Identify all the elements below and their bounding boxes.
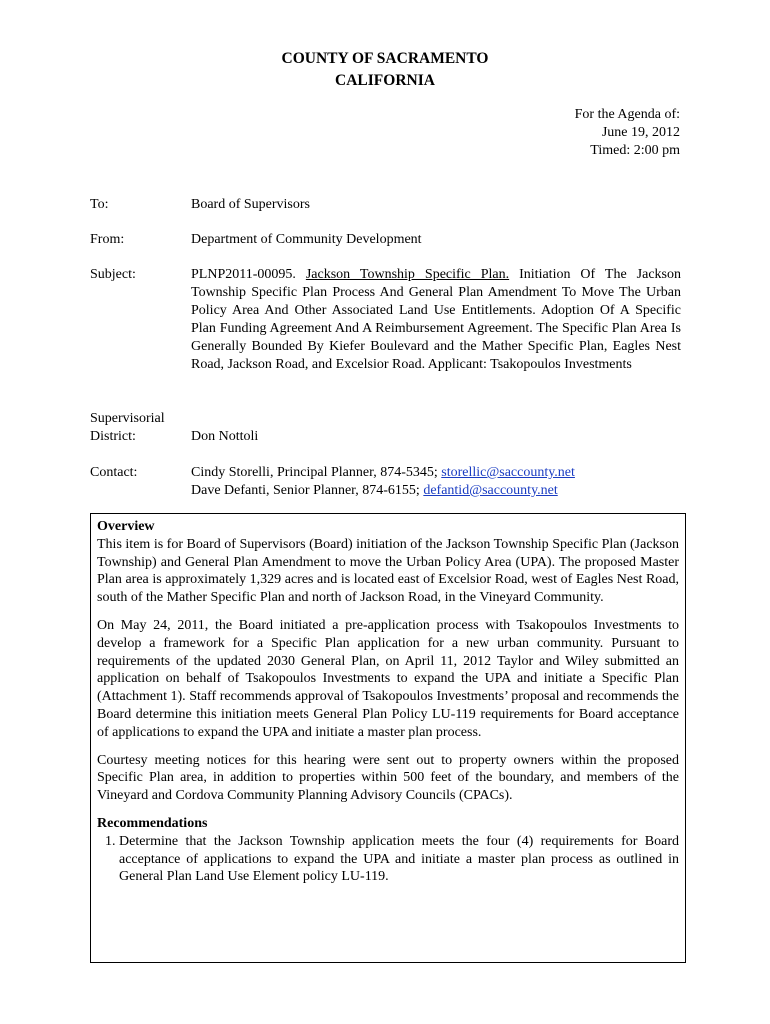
from-label: From: xyxy=(90,232,125,247)
recommendations-heading: Recommendations xyxy=(97,815,208,831)
contact-label: Contact: xyxy=(90,465,138,480)
district-label-line2: District: xyxy=(90,429,136,444)
district-label-line1: Supervisorial xyxy=(90,411,165,426)
to-value: Board of Supervisors xyxy=(191,197,310,212)
agenda-time: Timed: 2:00 pm xyxy=(590,143,680,158)
subject-title: Jackson Township Specific Plan. xyxy=(305,267,510,282)
subject-label: Subject: xyxy=(90,267,136,282)
to-label: To: xyxy=(90,197,109,212)
overview-heading: Overview xyxy=(97,519,155,534)
district-label xyxy=(90,410,190,446)
contact-1-text: Cindy Storelli, Principal Planner, 874-5345; xyxy=(191,465,442,480)
subject-description: Initiation Of The Jackson Township Specific Plan Process And General Plan Amendment To Move The Urban Policy Area And Other Associated Land Use Entitlements. Adoption Of A Specific Plan Funding Agreement And A Reimbursement Agreement. The Specific Plan Area Is Generally Bounded By Kiefer Boulevard and the Mather Specific Plan, Eagles Nest Road, Jackson Road, and Excelsior Road. Applicant: Tsakopoulos Investments xyxy=(191,267,681,372)
overview-paragraph-1: This item is for Board of Supervisors (Board) initiation of the Jackson Township Specific Plan (Jackson Township) and General Plan Amendment to move the Urban Policy Area (UPA). The proposed Master Plan area is approximately 1,329 acres and is located east of Excelsior Road, west of Eagles Nest Road, south of the Mather Specific Plan and north of Jackson Road, in the Vineyard Community. xyxy=(97,536,679,606)
district-value: Don Nottoli xyxy=(191,429,259,444)
agenda-date: June 19, 2012 xyxy=(601,125,680,140)
county-title: COUNTY OF SACRAMENTO xyxy=(281,50,489,67)
from-value: Department of Community Development xyxy=(191,232,422,247)
state-title: CALIFORNIA xyxy=(335,72,435,89)
contact-2-email-link[interactable]: defantid@saccounty.net xyxy=(423,483,558,498)
contact-1-email-link[interactable]: storellic@saccounty.net xyxy=(441,465,575,480)
overview-paragraph-3: Courtesy meeting notices for this hearing were sent out to property owners within the proposed Specific Plan area, in addition to properties within 500 feet of the boundary, and members of the Vineyard and Cordova Community Planning Advisory Councils (CPACs). xyxy=(97,752,679,804)
contact-2-text: Dave Defanti, Senior Planner, 874-6155; xyxy=(191,483,424,498)
overview-paragraph-2: On May 24, 2011, the Board initiated a pre-application process with Tsakopoulos Investments to develop a framework for a Specific Plan application for a new urban community. Pursuant to requirements of the updated 2030 General Plan, on April 11, 2012 Taylor and Wiley submitted an application on behalf of Tsakopoulos Investments to expand the UPA and initiate a Specific Plan (Attachment 1). Staff recommends approval of Tsakopoulos Investments’ proposal and recommends the Board determine this initiation meets General Plan Policy LU-119 requirements for Board acceptance of applications to expand the UPA and initiate a master plan process. xyxy=(97,617,679,740)
overview-box xyxy=(90,513,686,963)
contact-1 xyxy=(191,464,681,482)
subject-code: PLNP2011-00095. xyxy=(191,267,306,282)
agenda-block xyxy=(575,106,680,160)
recommendation-item: 1. Determine that the Jackson Township application meets the four (4) requirements for Board acceptance of applications to expand the UPA and initiate a master plan process as outlined in General Plan Land Use Element policy LU-119. xyxy=(119,833,679,886)
subject-value xyxy=(191,266,681,374)
recommendations-list xyxy=(97,833,679,886)
document-header xyxy=(0,48,770,92)
contact-value xyxy=(191,464,681,500)
contact-2 xyxy=(191,482,681,500)
agenda-label: For the Agenda of: xyxy=(574,107,680,122)
